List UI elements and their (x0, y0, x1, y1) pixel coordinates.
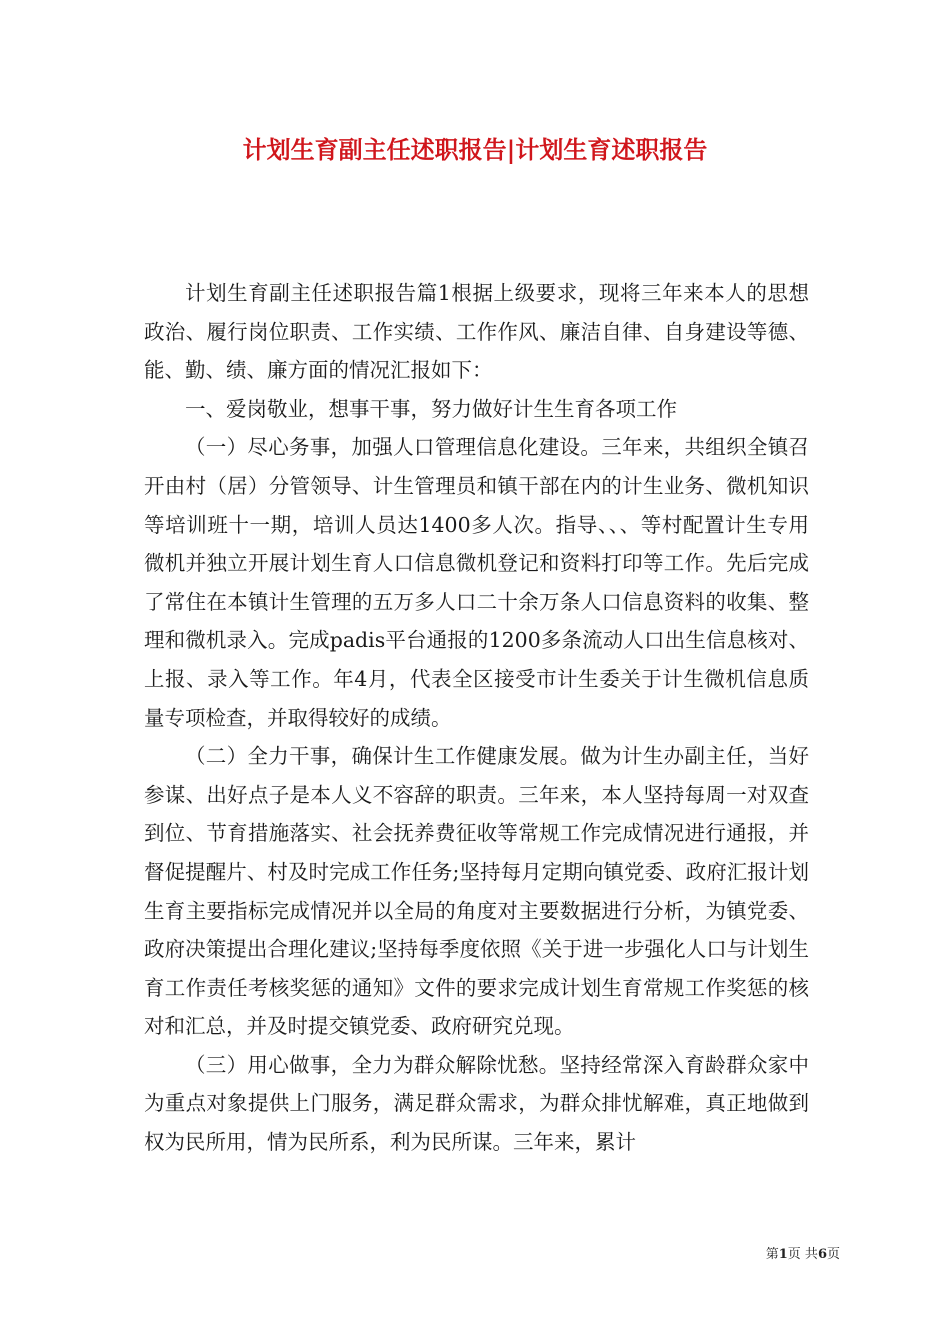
footer-middle: 页 共 (787, 1247, 818, 1262)
section-heading-1: 一、爱岗敬业，想事干事，努力做好计生生育各项工作 (185, 396, 677, 421)
document-body (144, 274, 809, 1162)
paragraph-intro: 计划生育副主任述职报告篇1根据上级要求，现将三年来本人的思想政治、履行岗位职责、工作实绩、工作作风、廉洁自律、自身建设等德、能、勤、绩、廉方面的情况汇报如下： (144, 281, 809, 383)
paragraph-sub-1: （一）尽心务事，加强人口管理信息化建设。三年来，共组织全镇召开由村（居）分管领导、计生管理员和镇干部在内的计生业务、微机知识等培训班十一期，培训人员达1400多人次。指导、、、等村配置计生专用微机并独立开展计划生育人口信息微机登记和资料打印等工作。先后完成了常住在本镇计生管理的五万多人口二十余万条人口信息资料的收集、整理和微机录入。完成padis平台通报的1200多条流动人口出生信息核对、上报、录入等工作。年4月，代表全区接受市计生委关于计生微机信息质量专项检查，并取得较好的成绩。 (144, 435, 809, 730)
page-footer (640, 1246, 840, 1264)
footer-current-page: 1 (778, 1247, 788, 1262)
footer-suffix: 页 (826, 1247, 840, 1262)
paragraph-sub-2: （二）全力干事，确保计生工作健康发展。做为计生办副主任，当好参谋、出好点子是本人义不容辞的职责。三年来，本人坚持每周一对双查到位、节育措施落实、社会抚养费征收等常规工作完成情况进行通报，并督促提醒片、村及时完成工作任务;坚持每月定期向镇党委、政府汇报计划生育主要指标完成情况并以全局的角度对主要数据进行分析，为镇党委、政府决策提出合理化建议;坚持每季度依照《关于进一步强化人口与计划生育工作责任考核奖惩的通知》文件的要求完成计划生育常规工作奖惩的核对和汇总，并及时提交镇党委、政府研究兑现。 (144, 744, 809, 1039)
document-title: 计划生育副主任述职报告|计划生育述职报告 (242, 135, 708, 164)
footer-total-pages: 6 (817, 1247, 827, 1262)
footer-prefix: 第 (765, 1247, 779, 1262)
paragraph-sub-3: （三）用心做事，全力为群众解除忧愁。坚持经常深入育龄群众家中为重点对象提供上门服务，满足群众需求，为群众排忧解难，真正地做到权为民所用，情为民所系，利为民所谋。三年来，累计 (144, 1052, 809, 1155)
